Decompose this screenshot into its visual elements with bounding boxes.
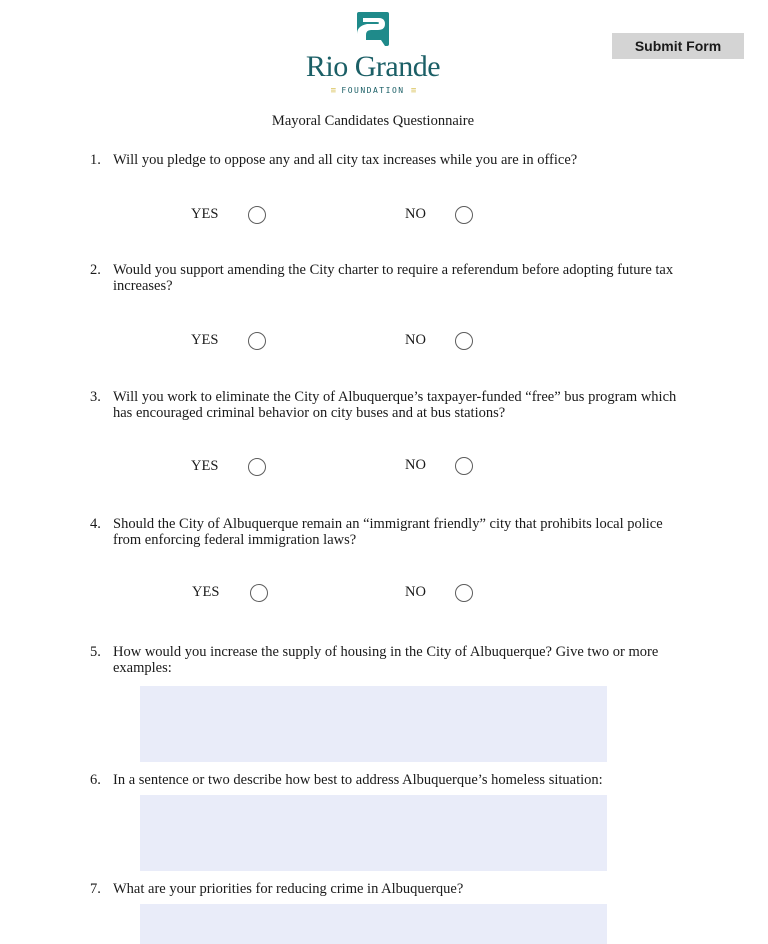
q5-answer-field[interactable] — [140, 686, 607, 762]
no-label: NO — [405, 332, 426, 348]
q1-yes-radio[interactable] — [248, 206, 266, 224]
no-label: NO — [405, 457, 426, 473]
question-text: How would you increase the supply of housing in the City of Albuquerque? Give two or more examples: — [113, 644, 659, 676]
r-river-icon — [357, 12, 389, 46]
yes-label: YES — [191, 458, 219, 474]
question-number: 3. — [90, 389, 101, 405]
q7-answer-field[interactable] — [140, 904, 607, 944]
question-text: Would you support amending the City charter to require a referendum before adopting future tax increases? — [113, 262, 674, 294]
yes-label: YES — [191, 206, 219, 222]
logo-wordmark: Rio Grande — [305, 50, 441, 83]
question-text: Should the City of Albuquerque remain an “immigrant friendly” city that prohibits local police from enforcing federal immigration laws? — [113, 516, 663, 548]
q4-no-radio[interactable] — [455, 584, 473, 602]
q2-yes-radio[interactable] — [248, 332, 266, 350]
q3-yes-radio[interactable] — [248, 458, 266, 476]
yes-label: YES — [191, 332, 219, 348]
logo-tagline — [273, 86, 473, 96]
question-number: 2. — [90, 262, 101, 278]
q2-no-radio[interactable] — [455, 332, 473, 350]
logo-tagline-left-bars: ≡ — [330, 86, 336, 96]
question-number: 4. — [90, 516, 101, 532]
question-number: 6. — [90, 772, 101, 788]
submit-form-button[interactable]: Submit Form — [612, 33, 744, 59]
yes-label: YES — [192, 584, 220, 600]
q4-yes-radio[interactable] — [250, 584, 268, 602]
logo-tagline-text: FOUNDATION — [341, 86, 405, 95]
no-label: NO — [405, 206, 426, 222]
question-text: In a sentence or two describe how best to address Albuquerque’s homeless situation: — [113, 772, 603, 788]
logo-tagline-right-bars: ≡ — [410, 86, 416, 96]
question-number: 5. — [90, 644, 101, 660]
question-text: Will you pledge to oppose any and all city tax increases while you are in office? — [113, 152, 578, 168]
q1-no-radio[interactable] — [455, 206, 473, 224]
form-title: Mayoral Candidates Questionnaire — [271, 113, 475, 129]
q6-answer-field[interactable] — [140, 795, 607, 871]
no-label: NO — [405, 584, 426, 600]
question-text: Will you work to eliminate the City of Albuquerque’s taxpayer-funded “free” bus program which has encouraged criminal behavior on city buses and at bus stations? — [113, 389, 677, 421]
question-text: What are your priorities for reducing crime in Albuquerque? — [113, 881, 464, 897]
question-number: 1. — [90, 152, 101, 168]
q3-no-radio[interactable] — [455, 457, 473, 475]
question-number: 7. — [90, 881, 101, 897]
